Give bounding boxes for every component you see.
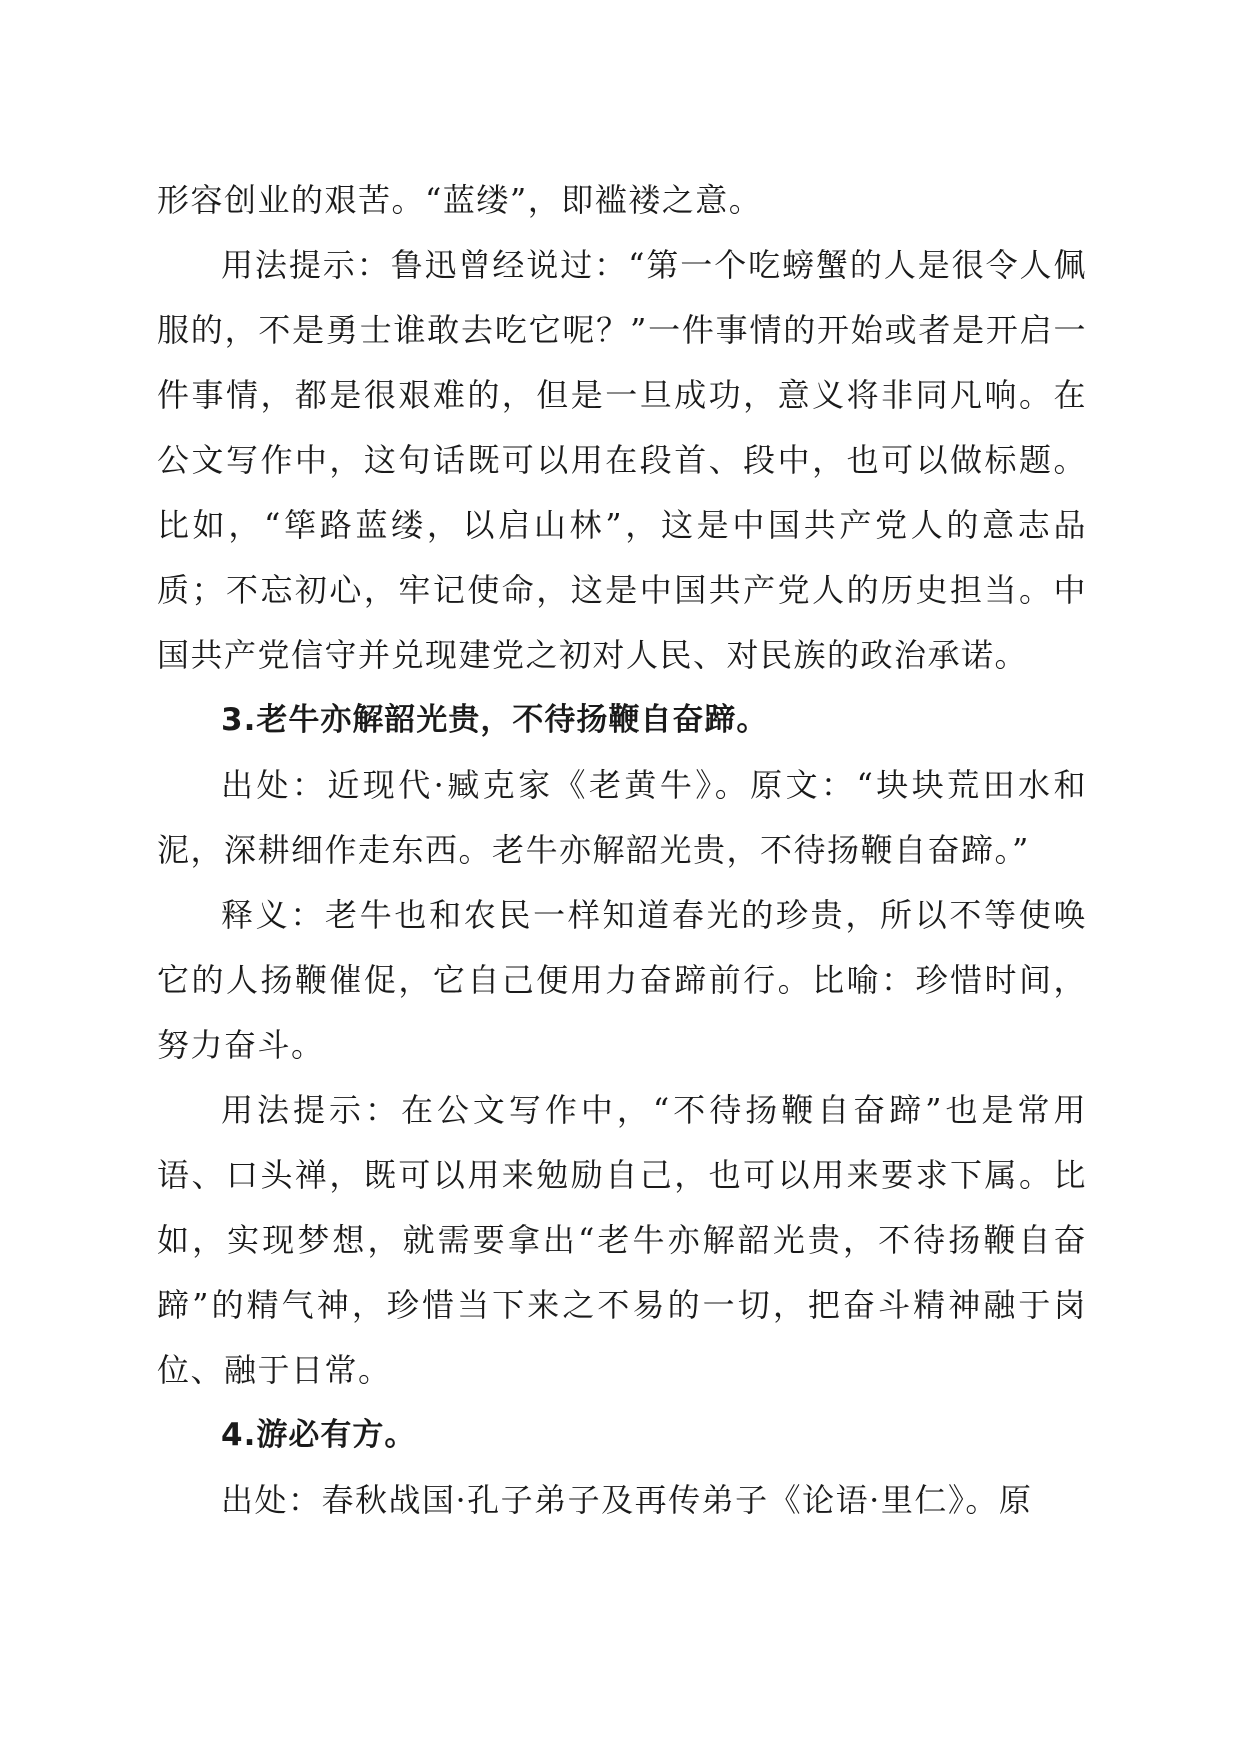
paragraph-continuation: 形容创业的艰苦。“蓝缕”，即褴褛之意。 xyxy=(157,181,763,219)
paragraph-meaning-3: 释义：老牛也和农民一样知道春光的珍贵，所以不等使唤它的人扬鞭催促，它自己便用力奋蹄前行。比喻：珍惜时间，努力奋斗。 xyxy=(157,896,1087,1064)
section-heading-3: 3.老牛亦解韶光贵，不待扬鞭自奋蹄。 xyxy=(221,702,769,738)
section-heading-4: 4.游必有方。 xyxy=(221,1417,417,1453)
paragraph-usage-tip-3: 用法提示：在公文写作中，“不待扬鞭自奋蹄”也是常用语、口头禅，既可以用来勉励自己，也可以用来要求下属。比如，实现梦想，就需要拿出“老牛亦解韶光贵，不待扬鞭自奋蹄”的精气神，珍惜当下来之不易的一切，把奋斗精神融于岗位、融于日常。 xyxy=(157,1091,1087,1389)
paragraph-source-4: 出处：春秋战国·孔子弟子及再传弟子《论语·里仁》。原 xyxy=(221,1481,1033,1519)
paragraph-usage-tip-1: 用法提示：鲁迅曾经说过：“第一个吃螃蟹的人是很令人佩服的，不是勇士谁敢去吃它呢？”一件事情的开始或者是开启一件事情，都是很艰难的，但是一旦成功，意义将非同凡响。在公文写作中，这句话既可以用在段首、段中，也可以做标题。比如，“筚路蓝缕，以启山林”，这是中国共产党人的意志品质；不忘初心，牢记使命，这是中国共产党人的历史担当。中国共产党信守并兑现建党之初对人民、对民族的政治承诺。 xyxy=(157,246,1087,674)
document-page xyxy=(157,168,1087,1533)
paragraph-source-3: 出处：近现代·臧克家《老黄牛》。原文：“块块荒田水和泥，深耕细作走东西。老牛亦解韶光贵，不待扬鞭自奋蹄。” xyxy=(157,766,1087,869)
